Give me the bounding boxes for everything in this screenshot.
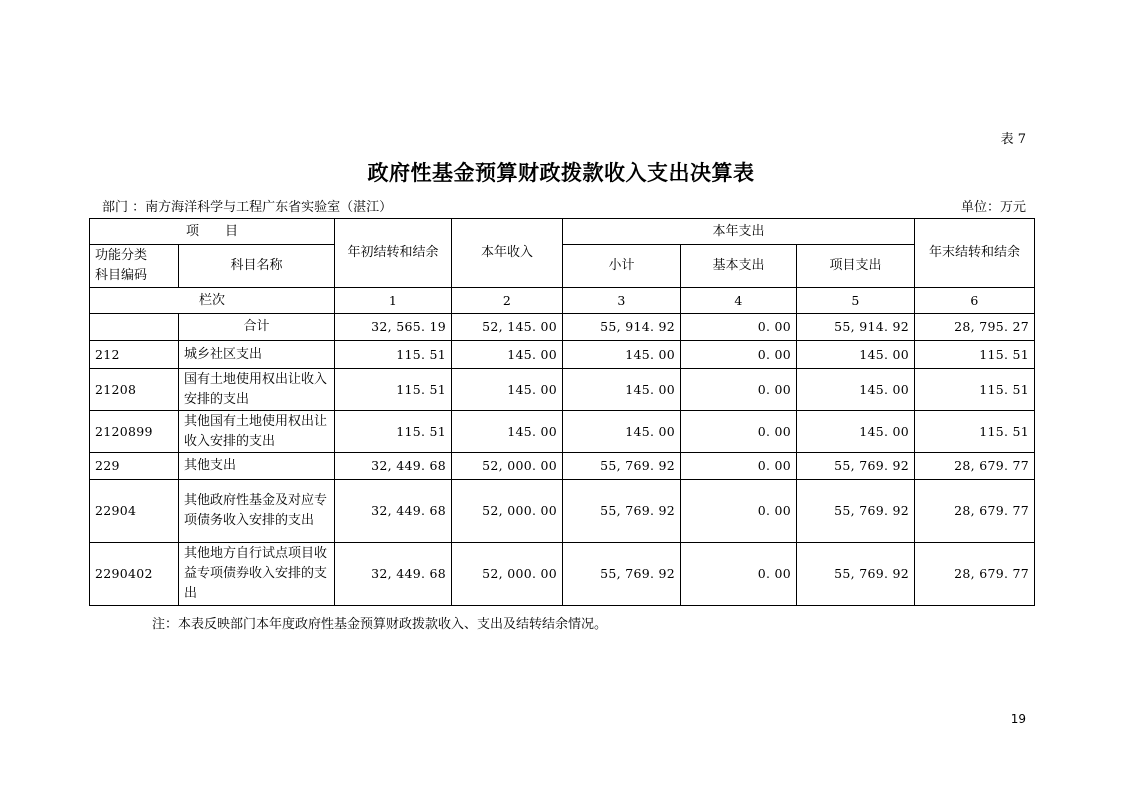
total-value: 52, 145. 00 (452, 314, 563, 341)
header-subtotal: 小计 (563, 245, 681, 288)
amount-cell: 52, 000. 00 (452, 480, 563, 543)
amount-cell: 0. 00 (681, 341, 797, 369)
header-project-expense: 项目支出 (797, 245, 915, 288)
subject-code: 212 (90, 341, 179, 369)
department-label: 部门 ：南方海洋科学与工程广东省实验室（湛江） (102, 200, 393, 215)
unit-label: 单位：万元 (960, 200, 1026, 215)
amount-cell: 145. 00 (452, 411, 563, 453)
amount-cell: 0. 00 (681, 543, 797, 606)
amount-cell: 115. 51 (915, 369, 1035, 411)
amount-cell: 52, 000. 00 (452, 543, 563, 606)
total-row (90, 314, 1035, 341)
column-number: 3 (563, 288, 681, 314)
amount-cell: 28, 679. 77 (915, 453, 1035, 480)
amount-cell: 55, 769. 92 (797, 543, 915, 606)
header-subject-name: 科目名称 (179, 245, 335, 288)
header-current-expense: 本年支出 (563, 219, 915, 245)
amount-cell: 32, 449. 68 (335, 453, 452, 480)
amount-cell: 145. 00 (797, 369, 915, 411)
amount-cell: 115. 51 (335, 411, 452, 453)
header-basic-expense: 基本支出 (681, 245, 797, 288)
subject-name: 其他地方自行试点项目收益专项债券收入安排的支出 (179, 543, 335, 606)
amount-cell: 52, 000. 00 (452, 453, 563, 480)
amount-cell: 55, 769. 92 (797, 453, 915, 480)
table-row (90, 453, 1035, 480)
amount-cell: 32, 449. 68 (335, 543, 452, 606)
amount-cell: 55, 769. 92 (563, 453, 681, 480)
amount-cell: 145. 00 (563, 411, 681, 453)
table-row (90, 480, 1035, 543)
amount-cell: 0. 00 (681, 480, 797, 543)
total-value: 28, 795. 27 (915, 314, 1035, 341)
amount-cell: 0. 00 (681, 453, 797, 480)
page-number: 19 (1010, 712, 1026, 726)
total-value: 55, 914. 92 (797, 314, 915, 341)
header-current-income: 本年收入 (452, 219, 563, 288)
total-value: 0. 00 (681, 314, 797, 341)
amount-cell: 115. 51 (335, 341, 452, 369)
footnote: 注：本表反映部门本年度政府性基金预算财政拨款收入、支出及结转结余情况。 (152, 617, 608, 632)
amount-cell: 28, 679. 77 (915, 480, 1035, 543)
total-code-cell (90, 314, 179, 341)
amount-cell: 145. 00 (563, 369, 681, 411)
subject-code: 229 (90, 453, 179, 480)
total-label: 合计 (179, 314, 335, 341)
table-row (90, 341, 1035, 369)
column-index-label: 栏次 (90, 288, 335, 314)
subject-name: 其他政府性基金及对应专项债务收入安排的支出 (179, 480, 335, 543)
subject-name: 其他支出 (179, 453, 335, 480)
amount-cell: 28, 679. 77 (915, 543, 1035, 606)
amount-cell: 115. 51 (915, 411, 1035, 453)
total-value: 32, 565. 19 (335, 314, 452, 341)
column-index-row (90, 288, 1035, 314)
column-number: 5 (797, 288, 915, 314)
amount-cell: 55, 769. 92 (563, 480, 681, 543)
budget-table (89, 218, 1035, 606)
amount-cell: 55, 769. 92 (563, 543, 681, 606)
amount-cell: 145. 00 (452, 369, 563, 411)
column-number: 1 (335, 288, 452, 314)
amount-cell: 32, 449. 68 (335, 480, 452, 543)
amount-cell: 115. 51 (915, 341, 1035, 369)
table-row (90, 543, 1035, 606)
header-opening-balance: 年初结转和结余 (335, 219, 452, 288)
header-row-1 (90, 219, 1035, 245)
amount-cell: 55, 769. 92 (797, 480, 915, 543)
page-title: 政府性基金预算财政拨款收入支出决算表 (367, 161, 755, 185)
amount-cell: 145. 00 (452, 341, 563, 369)
column-number: 4 (681, 288, 797, 314)
header-closing-balance: 年末结转和结余 (915, 219, 1035, 288)
amount-cell: 0. 00 (681, 369, 797, 411)
subject-name: 国有土地使用权出让收入安排的支出 (179, 369, 335, 411)
table-row (90, 369, 1035, 411)
subject-code: 21208 (90, 369, 179, 411)
header-item: 项 目 (90, 219, 335, 245)
subject-name: 城乡社区支出 (179, 341, 335, 369)
amount-cell: 145. 00 (797, 341, 915, 369)
amount-cell: 0. 00 (681, 411, 797, 453)
table-number-label: 表 7 (1000, 132, 1026, 147)
subject-code: 2290402 (90, 543, 179, 606)
table-row (90, 411, 1035, 453)
subject-code: 2120899 (90, 411, 179, 453)
subject-code: 22904 (90, 480, 179, 543)
amount-cell: 145. 00 (563, 341, 681, 369)
total-value: 55, 914. 92 (563, 314, 681, 341)
amount-cell: 145. 00 (797, 411, 915, 453)
header-func-code: 功能分类 科目编码 (90, 245, 179, 288)
amount-cell: 115. 51 (335, 369, 452, 411)
subject-name: 其他国有土地使用权出让收入安排的支出 (179, 411, 335, 453)
header-row-2 (90, 245, 1035, 265)
column-number: 2 (452, 288, 563, 314)
column-number: 6 (915, 288, 1035, 314)
